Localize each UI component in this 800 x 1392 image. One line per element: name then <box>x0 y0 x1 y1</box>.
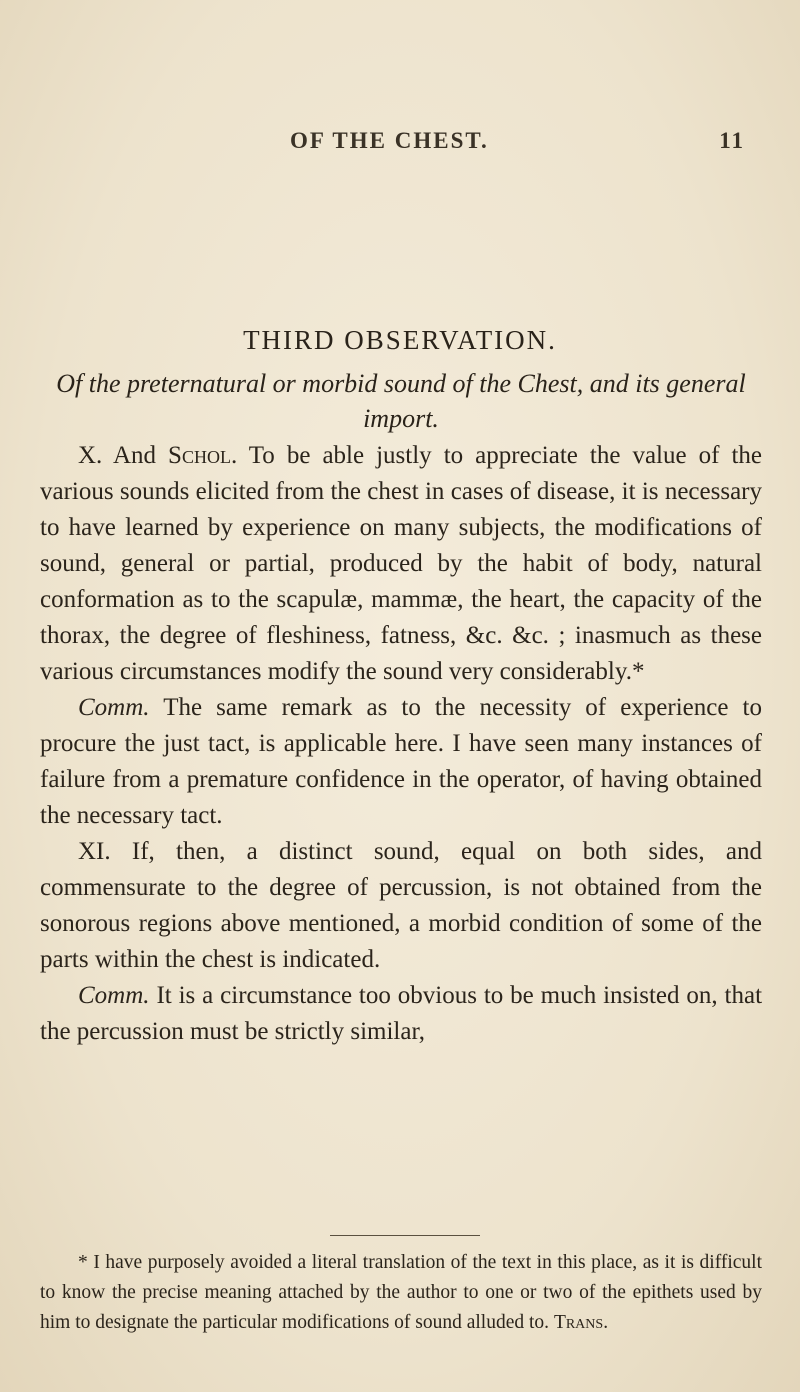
paragraph-x-label: Schol. <box>168 442 238 469</box>
paragraph-x <box>40 438 762 690</box>
paragraph-x-lead: X. And <box>78 442 157 469</box>
paragraph-xi-lead: XI. <box>78 838 111 865</box>
paragraph-x-text: To be able justly to appreciate the value of the various sounds elicited from the chest in cases of disease, it is necessary to have learned by experience on many subjects, the modifications of sound, general or partial, produced by the habit of body, natural conformation as to the scapulæ, mammæ, the heart, the capacity of the thorax, the degree of fleshiness, fatness, &c. &c. ; inasmuch as these various circumstances modify the sound very considerably.* <box>40 442 762 685</box>
main-text <box>40 438 762 1050</box>
section-heading: THIRD OBSERVATION. <box>243 325 557 355</box>
paragraph-comm-1-lead: Comm. <box>78 694 150 721</box>
paragraph-comm-1 <box>40 690 762 834</box>
footnote-signature: Trans. <box>553 1312 609 1333</box>
paragraph-xi <box>40 834 762 978</box>
footnote-divider <box>330 1235 480 1236</box>
paragraph-comm-2-text: It is a circumstance too obvious to be much insisted on, that the percussion must be strictly similar, <box>40 982 763 1045</box>
paragraph-xi-text: If, then, a distinct sound, equal on both sides, and commensurate to the degree of percussion, is not obtained from the sonorous regions above mentioned, a morbid condition of some of the parts within the chest is indicated. <box>40 838 763 973</box>
footnote <box>40 1248 762 1338</box>
running-head-title: OF THE CHEST. <box>290 128 489 153</box>
section-subtitle: Of the preternatural or morbid sound of the Chest, and its general import. <box>56 369 746 433</box>
paragraph-comm-1-text: The same remark as to the necessity of experience to procure the just tact, is applicable here. I have seen many instances of failure from a premature confidence in the operator, of having obtained the necessary tact. <box>40 694 762 829</box>
paragraph-comm-2 <box>40 978 762 1050</box>
paragraph-comm-2-lead: Comm. <box>78 982 150 1009</box>
page-number: 11 <box>719 128 745 153</box>
footnote-text: * I have purposely avoided a literal translation of the text in this place, as it is difficult to know the precise meaning attached by the author to one or two of the epithets used by him to designate the particular modifications of sound alluded to. <box>40 1252 762 1333</box>
